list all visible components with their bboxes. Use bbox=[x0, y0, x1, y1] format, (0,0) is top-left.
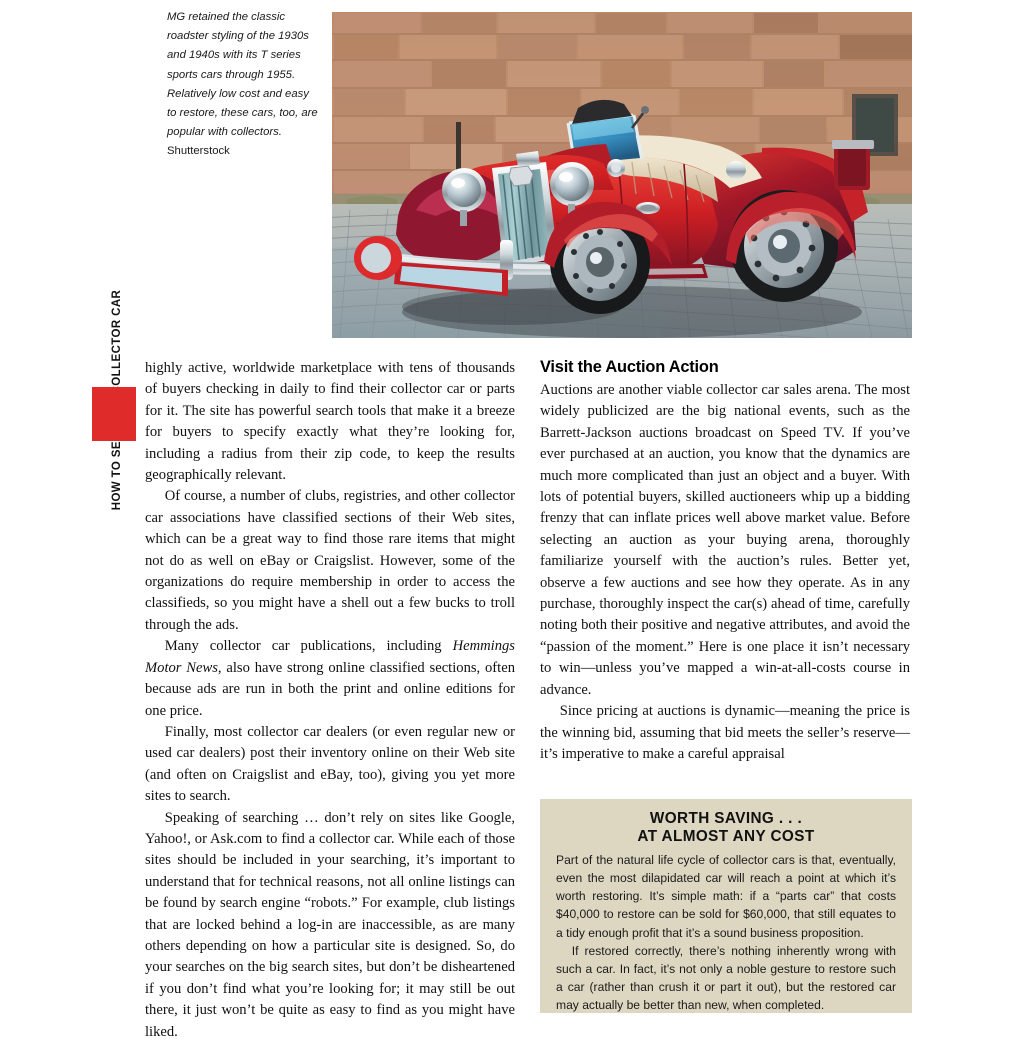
paragraph-with-italic-title bbox=[145, 636, 515, 722]
paragraph: Finally, most collector car dealers (or even regular new or used car dealers) post their inventory online on their Web site (and often on Craigslist and eBay, too), giving you yet more sites to search. bbox=[145, 723, 515, 805]
sidebar-box-paragraph: If restored correctly, there’s nothing inherently wrong with such a car. In fact, it’s not only a noble gesture to restore such a car (rather than crush it or part it out), but the restored car may actually be better than new, when completed. bbox=[556, 943, 896, 1012]
body-column-left bbox=[145, 358, 515, 1043]
paragraph-text-after: , also have strong online classified sections, often because ads are run in both the print and online editions for one price. bbox=[145, 659, 515, 719]
car-photograph bbox=[332, 12, 912, 338]
paragraph-text-before: Many collector car publications, including bbox=[164, 638, 453, 655]
section-subhead: Visit the Auction Action bbox=[540, 358, 719, 376]
car-photograph-illustration bbox=[332, 12, 912, 338]
sidebar-box-worth-saving bbox=[540, 799, 912, 1013]
paragraph: Auctions are another viable collector car sales arena. The most widely publicized are the big national events, such as the Barrett-Jackson auctions broadcast on Speed TV. If you’ve ever purchased at an auction, you know that the dynamics are much more complicated than just an object and a buyer. With lots of potential buyers, skilled auctioneers whip up a bidding frenzy that can inflate prices well above market value. Before selecting an auction as your buying arena, thoroughly familiarize yourself with the auction’s rules. Better yet, observe a few auctions and see how they operate. As in any purchase, thoroughly inspect the car(s) ahead of time, carefully noting both their positive and negative attributes, and avoid the “passion of the moment.” Here is one place it isn’t necessary to win—unless you’ve mapped a win-at-all-costs course in advance. bbox=[540, 382, 910, 698]
red-accent-tab bbox=[92, 387, 136, 441]
sidebar-box-title-line1: WORTH SAVING . . . bbox=[649, 810, 803, 827]
photo-caption-text: MG retained the classic roadster styling of the 1930s and 1940s with its T series sports cars through 1955. Relatively low cost and easy to restore, these cars, too, are popular with collectors. bbox=[167, 11, 318, 139]
photo-credit: Shutterstock bbox=[167, 145, 230, 158]
paragraph: highly active, worldwide marketplace with tens of thousands of buyers checking in daily to find their collector car or parts for it. The site has powerful search tools that make it a breeze for buyers to specify exactly what they’re looking for, including a radius from their zip code, to keep the results geographically relevant. bbox=[145, 360, 515, 484]
running-head bbox=[103, 170, 119, 400]
paragraph: Of course, a number of clubs, registries, and other collector car associations have classified sections of their Web sites, which can be a great way to find those rare items that might not do as well on eBay or Craigslist. However, some of the organizations do require membership in order to access the classifieds, so you might have a shell out a few bucks to troll through the ads. bbox=[145, 488, 515, 633]
sidebar-box-paragraph: Part of the natural life cycle of collector cars is that, eventually, even the most dilapidated car will reach a point at which it’s worth restoring. It’s simple math: if a “parts car” that costs $40,000 to restore can be sold for $60,000, that still equates to a tidy enough profit that it’s a sound business proposition. bbox=[556, 853, 896, 940]
sidebar-box-title-line2: AT ALMOST ANY COST bbox=[637, 827, 815, 845]
paragraph: Speaking of searching … don’t rely on sites like Google, Yahoo!, or Ask.com to find a collector car. While each of those sites should be included in your searching, it’s important to understand that for technical reasons, not all online listings can be found by search engine “robots.” For example, club listings that are locked behind a log-in are inaccessible, as are many others depending on how a particular site is designed. So, do your searches on the big search sites, but don’t be disheartened if you don’t find what you’re looking for; it may still be out there, it just won’t be quite as easy to find as you might have liked. bbox=[145, 809, 515, 1040]
photo-caption bbox=[167, 8, 319, 162]
body-column-right bbox=[540, 358, 910, 765]
paragraph: Since pricing at auctions is dynamic—meaning the price is the winning bid, assuming that bid meets the seller’s reserve—it’s imperative to make a careful appraisal bbox=[540, 703, 910, 762]
sidebar-box-title bbox=[556, 810, 896, 845]
publication-title: Hemmings Motor News bbox=[145, 638, 515, 676]
